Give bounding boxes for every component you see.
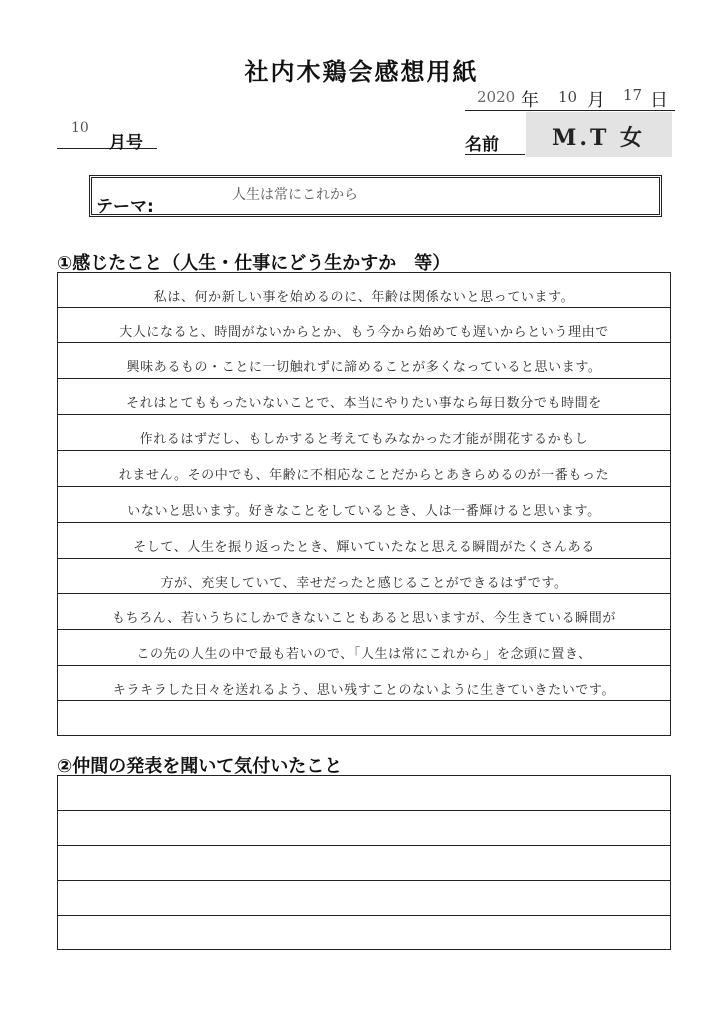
rule-line bbox=[58, 810, 670, 811]
date-day-value: 17 bbox=[623, 86, 643, 104]
text-line: 私は、何か新しい事を始めるのに、年齢は関係ないと思っています。 bbox=[153, 290, 575, 305]
issue-field bbox=[57, 120, 157, 153]
rule-line bbox=[58, 700, 670, 701]
rule-line bbox=[58, 775, 670, 776]
rule-line bbox=[58, 378, 670, 379]
rule-line bbox=[58, 486, 670, 487]
theme-value: 人生は常にこれから bbox=[232, 187, 358, 203]
text-line: そして、人生を振り返ったとき、輝いていたなと思える瞬間がたくさんある bbox=[133, 540, 595, 555]
text-line: いないと思います。好きなことをしているとき、人は一番輝けると思います。 bbox=[127, 504, 601, 519]
date-field bbox=[465, 84, 675, 111]
date-month-label: 月 bbox=[587, 90, 605, 111]
text-line: もちろん、若いうちにしかできないこともあると思いますが、今生きている瞬間が bbox=[112, 611, 616, 626]
rule-line bbox=[58, 414, 670, 415]
name-label: 名前 bbox=[465, 130, 525, 155]
rule-line bbox=[58, 593, 670, 594]
rule-line bbox=[58, 272, 670, 273]
issue-value: 10 bbox=[71, 120, 89, 136]
issue-label: 月号 bbox=[109, 133, 143, 153]
text-line: 方が、充実していて、幸せだったと感じることができるはずです。 bbox=[160, 576, 568, 591]
section2-heading: ②仲間の発表を聞いて気付いたこと bbox=[57, 756, 343, 777]
text-line: キラキラした日々を送れるよう、思い残すことのないように生きていきたいです。 bbox=[112, 683, 616, 698]
text-line: 作れるはずだし、もしかすると考えてもみなかった才能が開花するかもし bbox=[139, 432, 589, 447]
text-line: 興味あるもの・ことに一切触れずに諦めることが多くなっていると思います。 bbox=[126, 360, 602, 375]
rule-line bbox=[58, 845, 670, 846]
rule-line bbox=[58, 629, 670, 630]
section1-lined-area bbox=[57, 272, 671, 736]
form-title: 社内木鶏会感想用紙 bbox=[244, 58, 479, 86]
rule-line bbox=[58, 949, 670, 950]
text-line: それはとてももったいないことで、本当にやりたい事なら毎日数分でも時間を bbox=[126, 396, 602, 411]
rule-line bbox=[58, 735, 670, 736]
date-year-value: 2020 bbox=[477, 88, 516, 106]
rule-line bbox=[58, 915, 670, 916]
date-day-label: 日 bbox=[650, 90, 668, 111]
section2-lined-area bbox=[57, 775, 671, 950]
rule-line bbox=[58, 880, 670, 881]
theme-box bbox=[89, 175, 662, 217]
text-line: 大人になると、時間がないからとか、もう今から始めても遅いからという理由で bbox=[119, 325, 609, 340]
text-line: この先の人生の中で最も若いので、「人生は常にこれから」を念頭に置き、 bbox=[136, 647, 592, 662]
text-line: れません。その中でも、年齢に不相応なことだからとあきらめるのが一番もった bbox=[118, 468, 610, 483]
rule-line bbox=[58, 665, 670, 666]
rule-line bbox=[58, 342, 670, 343]
rule-line bbox=[58, 558, 670, 559]
name-value: M.T 女 bbox=[552, 125, 646, 151]
rule-line bbox=[58, 307, 670, 308]
name-field bbox=[526, 112, 672, 157]
date-month-value: 10 bbox=[558, 88, 578, 106]
section1-heading: ①感じたこと（人生・仕事にどう生かすか 等） bbox=[57, 253, 451, 274]
rule-line bbox=[58, 450, 670, 451]
theme-label: テーマ: bbox=[96, 197, 154, 217]
rule-line bbox=[58, 522, 670, 523]
date-year-label: 年 bbox=[521, 90, 539, 111]
